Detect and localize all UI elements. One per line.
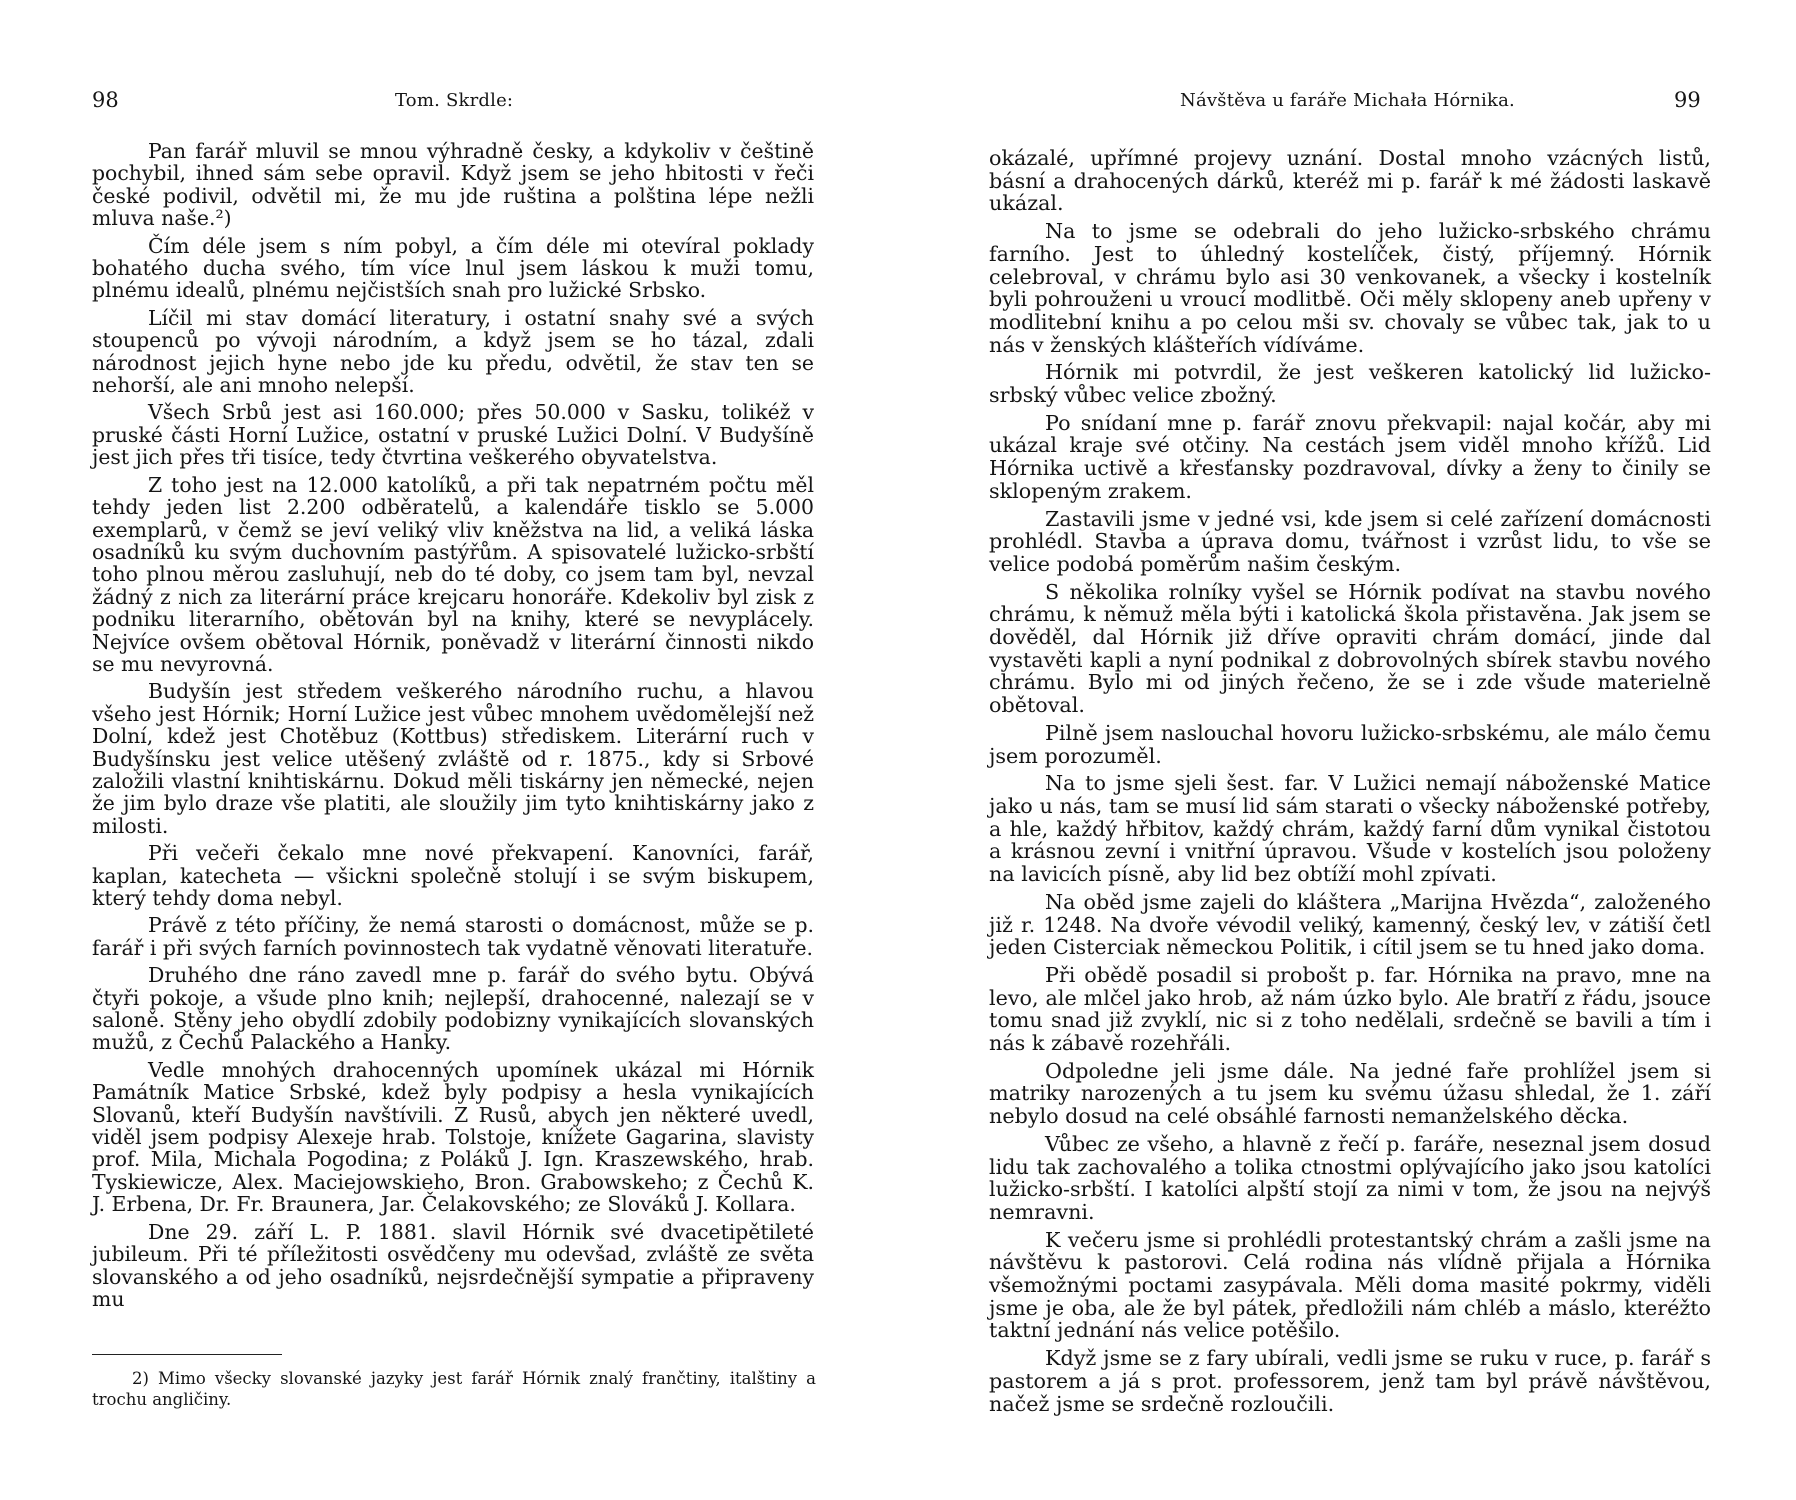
right-page <box>898 0 1796 1500</box>
paragraph: Právě z této příčiny, že nemá starosti o domácnost, může se p. farář i při svých farních povinnostech tak vydatně věnovati literatuře. <box>92 913 814 960</box>
paragraph: Čím déle jsem s ním pobyl, a čím déle mi otevíral poklady bohatého ducha svého, tím více lnul jsem láskou k muži tomu, plnému idealů, plnému nejčistších snah pro lužické Srbsko. <box>92 233 814 303</box>
paragraph: Pilně jsem naslouchal hovoru lužicko-srbskému, ale málo čemu jsem porozuměl. <box>989 720 1711 768</box>
paragraph: Vedle mnohých drahocenných upomínek ukázal mi Hórnik Památník Matice Srbské, kdež byly podpisy a hesla vynikajících Slovanů, kteří Budyšín navštívili. Z Rusů, abych jen některé uvedl, viděl jsem podpisy Alexeje hrab. Tolstoje, knížete Gagarina, slavisty prof. Mila, Michala Pogodina; z Poláků J. Ign. Kraszewského, hrab. Tyskiewicze, Alex. Maciejowskieho, Bron. Grabowskeho; z Čechů K. J. Erbena, Dr. Fr. Braunera, Jar. Čelakovského; ze Slováků J. Kollara. <box>92 1057 814 1217</box>
paragraph: S několika rolníky vyšel se Hórnik podívat na stavbu nového chrámu, k němuž měla býti i katolická škola přistavěna. Jak jsem se dověděl, dal Hórnik již dříve opraviti chrám domácí, jinde dal vystavěti kapli a nyní podnikal z dobrovolných sbírek stavbu nového chrámu. Bylo mi od jiných řečeno, že se i zde všude materielně obětoval. <box>989 579 1711 718</box>
paragraph: Dne 29. září L. P. 1881. slavil Hórnik své dvacetipětileté jubileum. Při té příležitosti osvědčeny mu odevšad, zvláště ze světa slovanského a od jeho osadníků, nejsrdečnější sympatie a připraveny mu <box>92 1219 814 1311</box>
paragraph: Pan farář mluvil se mnou výhradně česky, a kdykoliv v češtině pochybil, ihned sám sebe opravil. Když jsem se jeho hbitosti v řeči české podivil, odvětil mi, že mu jde ruština a polština lépe nežli mluva naše.²) <box>92 139 814 231</box>
running-head: Návštěva u faráře Michała Hórnika. <box>1180 90 1515 111</box>
paragraph: Všech Srbů jest asi 160.000; přes 50.000 v Sasku, tolikéž v pruské části Horní Lužice, ostatní v pruské Lužici Dolní. V Budyšíně jest jich přes tři tisíce, tedy čtvrtina veškerého obyvatelstva. <box>92 400 814 470</box>
paragraph: Po snídaní mne p. farář znovu překvapil: najal kočár, aby mi ukázal kraje své otčiny. Na cestách jsem viděl mnoho křížů. Lid Hórnika uctivě a křesťansky pozdravoval, dívky a ženy to činily se sklopeným zrakem. <box>989 410 1711 503</box>
footnote <box>92 1368 816 1410</box>
paragraph: Odpoledne jeli jsme dále. Na jedné faře prohlížel jsem si matriky narozených a tu jsem ku svému úžasu shledal, že 1. září nebylo dosud na celé obsáhlé farnosti nemanželského děcka. <box>989 1058 1711 1129</box>
paragraph: Budyšín jest středem veškerého národního ruchu, a hlavou všeho jest Hórnik; Horní Lužice jest vůbec mnohem uvědomělejší než Dolní, kdež jest Chotěbuz (Kottbus) střediskem. Literární ruch v Budyšínsku jest velice utěšený zvláště od r. 1875., kdy si Srbové založili vlastní knihtiskárnu. Dokud měli tiskárny jen německé, nejen že jim bylo draze vše platiti, ale sloužily jim tyto knihtiskárny jako z milosti. <box>92 679 814 838</box>
footnote-text: 2) Mimo všecky slovanské jazyky jest farář Hórnik znalý frančtiny, italštiny a trochu angličiny. <box>92 1369 816 1409</box>
paragraph-continued: okázalé, upřímné projevy uznání. Dostal mnoho vzácných listů, básní a drahocených dárků, kteréž mi p. farář k mé žádosti laskavě ukázal. <box>989 146 1711 216</box>
paragraph: Na oběd jsme zajeli do kláštera „Marijna Hvězda“, založeného již r. 1248. Na dvoře vévodil veliký, kamenný, český lev, v zátiší četl jeden Cisterciak německou Politik, i cítil jsem se tu hned jako doma. <box>989 889 1711 960</box>
paragraph: K večeru jsme si prohlédli protestantský chrám a zašli jsme na návštěvu k pastorovi. Celá rodina nás vlídně přijala a Hórnika všemožnými poctami zasypávala. Měli doma masité pokrmy, viděli jsme je oba, ale že byl pátek, předložili nám chléb a máslo, kteréžto taktní jednání nás velice potěšilo. <box>989 1227 1711 1343</box>
footnote-divider <box>92 1354 282 1355</box>
paragraph: Při večeři čekalo mne nové překvapení. Kanovníci, farář, kaplan, katecheta — všickni společně stolují i se svým biskupem, který tehdy doma nebyl. <box>92 841 814 910</box>
page-number: 98 <box>92 88 119 112</box>
page-number: 99 <box>1674 88 1701 112</box>
paragraph: Vůbec ze všeho, a hlavně z řečí p. faráře, neseznal jsem dosud lidu tak zachovalého a tolika ctnostmi oplývajícího jako jsou katolíci lužicko-srbští. I katolíci alpští stojí za nimi v tom, že jsou na nejvýš nemravni. <box>989 1131 1711 1224</box>
paragraph: Zastavili jsme v jedné vsi, kde jsem si celé zařízení domácnosti prohlédl. Stavba a úprava domu, tvářnost i vzrůst lidu, to vše se velice podobá poměrům našim českým. <box>989 506 1711 576</box>
paragraph: Při obědě posadil si probošt p. far. Hórnika na pravo, mne na levo, ale mlčel jako hrob, až nám úzko bylo. Ale bratří z řádu, jsouce tomu snad již zvyklí, nic si z toho nedělali, srdečně se bavili a tím i nás k zábavě rozehřáli. <box>989 962 1711 1056</box>
text-column <box>989 147 1711 1415</box>
paragraph: Hórnik mi potvrdil, že jest veškeren katolický lid lužicko-srbský vůbec velice zbožný. <box>989 360 1711 408</box>
text-column <box>92 140 814 1310</box>
paragraph: Na to jsme sjeli šest. far. V Lužici nemají náboženské Matice jako u nás, tam se musí lid sám starati o všecky náboženské potřeby, a hle, každý hřbitov, každý chrám, každý farní dům vynikal čistotou a krásnou zevní i vnitřní úpravou. Všude v kostelích jsou položeny na lavicích písně, aby lid bez obtíží mohl zpívati. <box>989 771 1711 887</box>
paragraph: Líčil mi stav domácí literatury, i ostatní snahy své a svých stoupenců po vývoji národním, a když jsem se ho tázal, zdali národnost jejich hyne nebo jde ku předu, odvětil, že stav ten se nehorší, ale ani mnoho nelepší. <box>92 305 814 398</box>
paragraph: Z toho jest na 12.000 katolíků, a při tak nepatrném počtu měl tehdy jeden list 2.200 odběratelů, a kalendáře tisklo se 5.000 exemplarů, v čemž se jeví veliký vliv kněžstva na lid, a veliká láska osadníků ku svým duchovním pastýřům. A spisovatelé lužicko-srbští toho plnou měrou zasluhují, neb do té doby, co jsem tam byl, nevzal žádný z nich za literární práce krejcaru honoráře. Kdekoliv byl zisk z podniku literarního, obětován byl na knihy, které se nevyplácely. Nejvíce ovšem obětoval Hórnik, poněvadž v literární činnosti nikdo se mu nevyrovná. <box>92 472 814 676</box>
paragraph: Když jsme se z fary ubírali, vedli jsme se ruku v ruce, p. farář s pastorem a já s prot. professorem, jenž tam byl právě návštěvou, načež jsme se srdečně rozloučili. <box>989 1346 1711 1416</box>
paragraph: Na to jsme se odebrali do jeho lužicko-srbského chrámu farního. Jest to úhledný kostelíček, čistý, příjemný. Hórnik celebroval, v chrámu bylo asi 30 venkovanek, a všecky i kostelník byli pohrouženi u vroucí modlitbě. Oči měly sklopeny aneb upřeny v modlitební knihu a po celou mši sv. chovaly se vůbec tak, jak to u nás v ženských klášteřích vídíváme. <box>989 219 1711 357</box>
running-head: Tom. Skrdle: <box>395 90 514 111</box>
paragraph: Druhého dne ráno zavedl mne p. farář do svého bytu. Obývá čtyři pokoje, a všude plno knih; nejlepší, drahocenné, nalezají se v saloně. Stěny jeho obydlí zdobily podobizny vynikajících slovanských mužů, z Čechů Palackého a Hanky. <box>92 963 814 1055</box>
